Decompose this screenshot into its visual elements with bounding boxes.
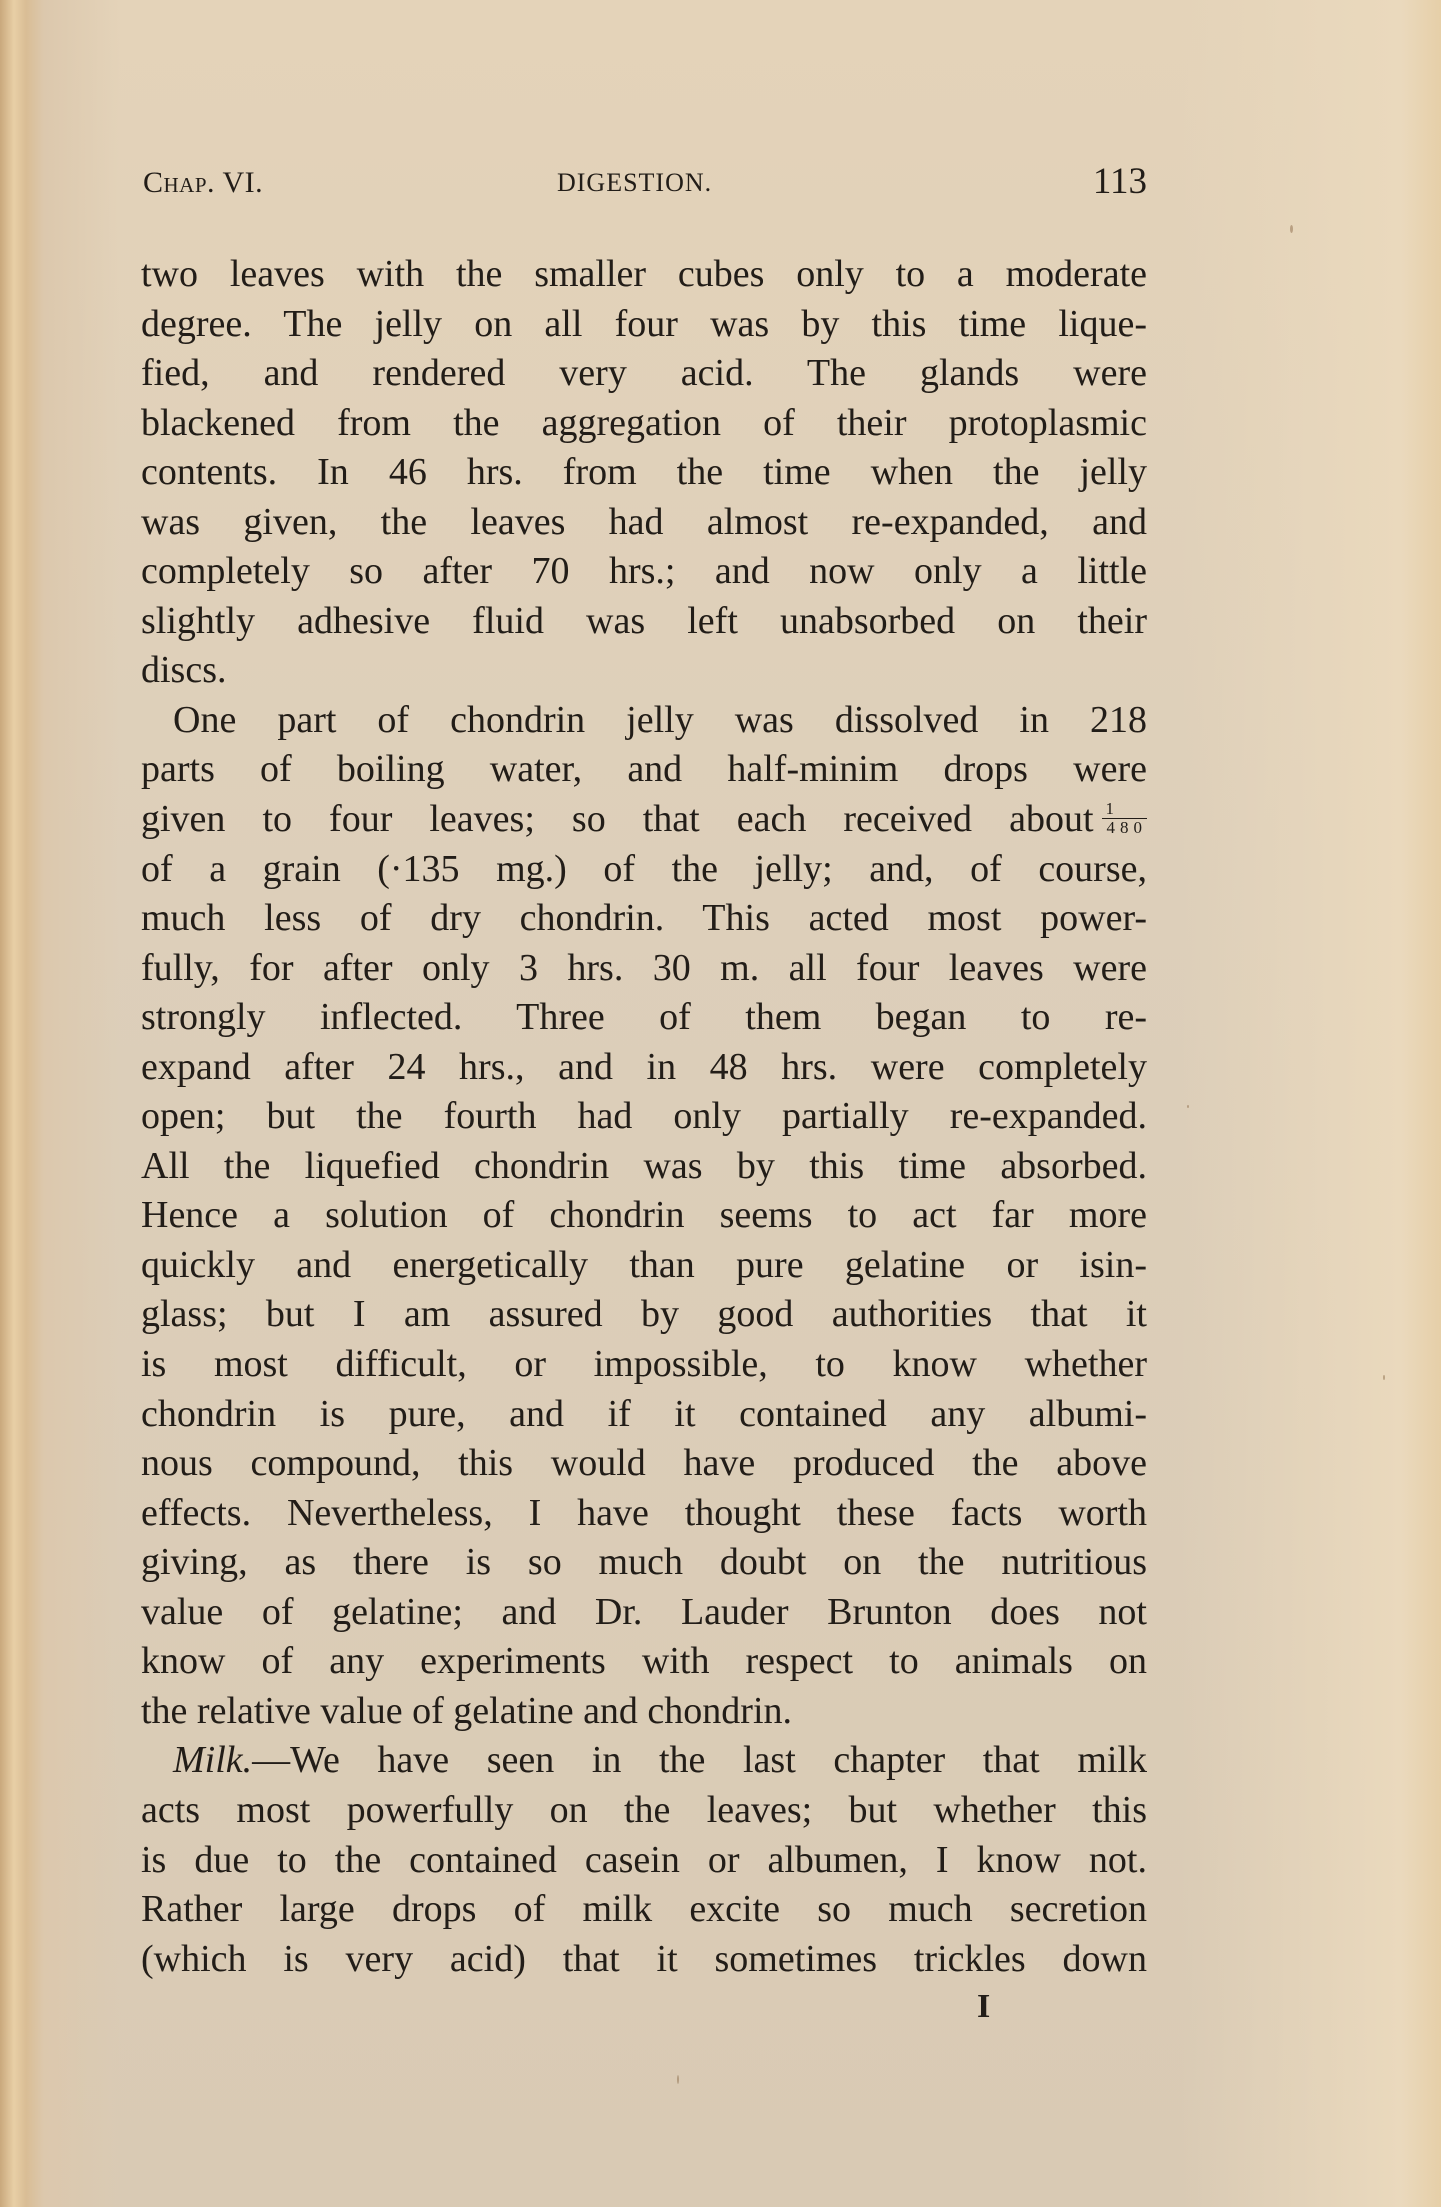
milk-paragraph-start	[141, 1736, 1147, 1786]
paper-speck	[1290, 225, 1293, 233]
text-line: two leaves with the smaller cubes only to a moderate	[141, 253, 1147, 295]
milk-heading: Milk.	[173, 1739, 253, 1782]
text-line: was given, the leaves had almost re-expanded, and	[141, 500, 1147, 543]
text-line: All the liquefied chondrin was by this time absorbed.	[141, 1144, 1147, 1187]
text-line: degree. The jelly on all four was by this time lique-	[141, 302, 1147, 345]
text-line: nous compound, this would have produced the above	[141, 1442, 1147, 1485]
paper-speck	[677, 2075, 679, 2084]
text-line: (which is very acid) that it sometimes trickles down	[141, 1937, 1147, 1980]
text-line: acts most powerfully on the leaves; but whether this	[141, 1788, 1147, 1831]
text-line: contents. In 46 hrs. from the time when the jelly	[141, 451, 1147, 494]
paragraph-start-line: One part of chondrin jelly was dissolved in 218	[173, 698, 1147, 741]
text-line: know of any experiments with respect to animals on	[141, 1640, 1147, 1683]
running-header	[141, 160, 1147, 210]
text-line: is due to the contained casein or albumen, I know not.	[141, 1838, 1147, 1881]
text-line: giving, as there is so much doubt on the nutritious	[141, 1541, 1147, 1584]
line-text: given to four leaves; so that each received about	[141, 798, 1094, 841]
signature-mark: I	[977, 1988, 991, 2025]
text-line-with-fraction	[141, 795, 1147, 845]
text-line: of a grain (·135 mg.) of the jelly; and, of course,	[141, 847, 1147, 890]
text-line: chondrin is pure, and if it contained any albumi-	[141, 1392, 1147, 1435]
text-line: quickly and energetically than pure gelatine or isin-	[141, 1243, 1147, 1286]
text-line: fied, and rendered very acid. The glands were	[141, 352, 1147, 395]
text-line: the relative value of gelatine and chondrin.	[141, 1689, 793, 1732]
text-line: discs.	[141, 649, 227, 692]
text-line: glass; but I am assured by good authorities that it	[141, 1293, 1147, 1336]
text-line: parts of boiling water, and half-minim drops were	[141, 748, 1147, 791]
text-line: fully, for after only 3 hrs. 30 m. all four leaves were	[141, 946, 1147, 989]
text-line: slightly adhesive fluid was left unabsorbed on their	[141, 599, 1147, 642]
line-text: —We have seen in the last chapter that milk	[252, 1739, 1147, 1782]
text-line: Hence a solution of chondrin seems to act far more	[141, 1194, 1147, 1237]
chapter-label: Chap. VI.	[143, 166, 264, 199]
text-line: Rather large drops of milk excite so much secretion	[141, 1888, 1147, 1931]
text-line: is most difficult, or impossible, to know whether	[141, 1343, 1147, 1386]
text-line: much less of dry chondrin. This acted most power-	[141, 897, 1147, 940]
running-title: DIGESTION.	[557, 168, 713, 197]
fraction-numerator: 1	[1102, 800, 1148, 819]
page-number: 113	[1092, 161, 1147, 202]
paper-speck	[1187, 1105, 1189, 1108]
fraction-denominator: 480	[1106, 818, 1147, 838]
text-line: value of gelatine; and Dr. Lauder Brunton does not	[141, 1590, 1147, 1633]
fraction	[1102, 800, 1148, 836]
text-line: effects. Nevertheless, I have thought these facts worth	[141, 1491, 1147, 1534]
text-line: open; but the fourth had only partially re-expanded.	[141, 1095, 1147, 1138]
text-line: strongly inflected. Three of them began to re-	[141, 996, 1147, 1039]
text-line: expand after 24 hrs., and in 48 hrs. were completely	[141, 1045, 1147, 1088]
text-line: blackened from the aggregation of their protoplasmic	[141, 401, 1147, 444]
text-line: completely so after 70 hrs.; and now only a little	[141, 550, 1147, 593]
paper-speck	[1383, 1375, 1385, 1380]
body-text	[141, 250, 1147, 1984]
